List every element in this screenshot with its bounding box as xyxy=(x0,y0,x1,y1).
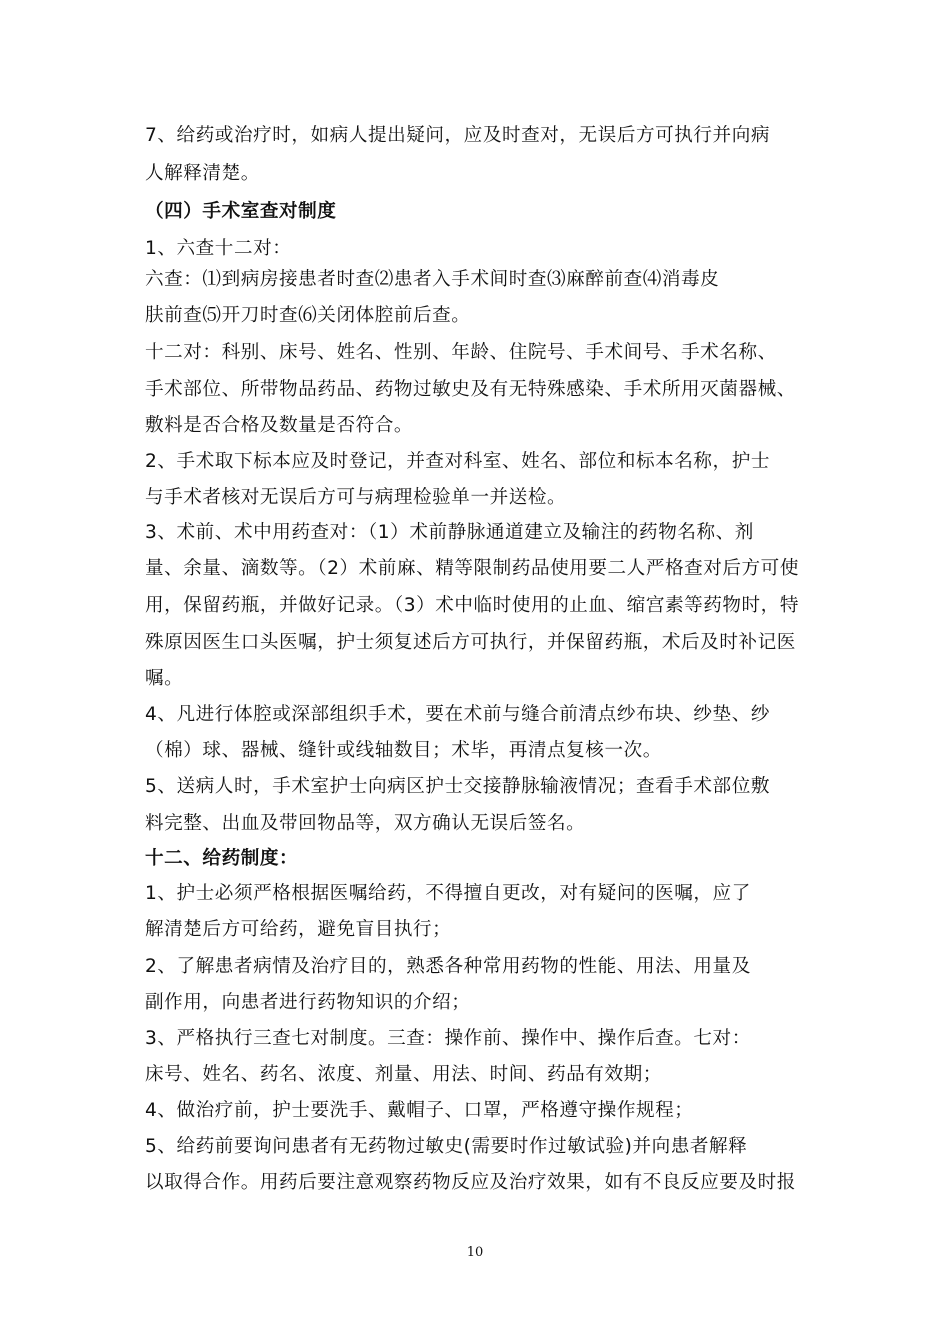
paragraph-line: 4、做治疗前，护士要洗手、戴帽子、口罩，严格遵守操作规程； xyxy=(145,1100,694,1121)
paragraph-line: 十二对：科别、床号、姓名、性别、年龄、住院号、手术间号、手术名称、 xyxy=(145,342,777,363)
paragraph-line: 肤前查⑸开刀时查⑹关闭体腔前后查。 xyxy=(145,305,471,326)
paragraph-line: 4、凡进行体腔或深部组织手术，要在术前与缝合前清点纱布块、纱垫、纱 xyxy=(145,704,770,725)
paragraph-line: 用，保留药瓶，并做好记录。（3）术中临时使用的止血、缩宫素等药物时，特 xyxy=(145,595,799,616)
paragraph-line: 量、余量、滴数等。（2）术前麻、精等限制药品使用要二人严格查对后方可使 xyxy=(145,558,799,579)
section-heading: 十二、给药制度： xyxy=(145,848,299,869)
paragraph-line: 手术部位、所带物品药品、药物过敏史及有无特殊感染、手术所用灭菌器械、 xyxy=(145,379,796,400)
paragraph-line: 3、严格执行三查七对制度。三查：操作前、操作中、操作后查。七对： xyxy=(145,1028,751,1049)
paragraph-line: 解清楚后方可给药，避免盲目执行； xyxy=(145,919,452,940)
paragraph-line: 与手术者核对无误后方可与病理检验单一并送检。 xyxy=(145,487,567,508)
paragraph-line: 嘱。 xyxy=(145,668,184,689)
paragraph-line: 人解释清楚。 xyxy=(145,163,260,184)
paragraph-line: 料完整、出血及带回物品等，双方确认无误后签名。 xyxy=(145,813,586,834)
paragraph-line: 敷料是否合格及数量是否符合。 xyxy=(145,415,414,436)
paragraph-line: 以取得合作。用药后要注意观察药物反应及治疗效果，如有不良反应要及时报 xyxy=(145,1172,796,1193)
paragraph-line: 2、手术取下标本应及时登记，并查对科室、姓名、部位和标本名称，护士 xyxy=(145,451,770,472)
paragraph-line: 六查：⑴到病房接患者时查⑵患者入手术间时查⑶麻醉前查⑷消毒皮 xyxy=(145,269,720,290)
paragraph-line: （棉）球、器械、缝针或线轴数目；术毕，再清点复核一次。 xyxy=(145,740,662,761)
section-heading: （四）手术室查对制度 xyxy=(145,201,337,222)
paragraph-line: 5、给药前要询问患者有无药物过敏史(需要时作过敏试验)并向患者解释 xyxy=(145,1136,748,1157)
paragraph-line: 床号、姓名、药名、浓度、剂量、用法、时间、药品有效期； xyxy=(145,1064,662,1085)
paragraph-line: 2、了解患者病情及治疗目的，熟悉各种常用药物的性能、用法、用量及 xyxy=(145,956,751,977)
paragraph-line: 7、给药或治疗时，如病人提出疑问，应及时查对，无误后方可执行并向病 xyxy=(145,125,770,146)
paragraph-line: 1、护士必须严格根据医嘱给药，不得擅自更改，对有疑问的医嘱，应了 xyxy=(145,883,751,904)
page-number: 10 xyxy=(466,1245,484,1260)
paragraph-line: 1、六查十二对： xyxy=(145,238,292,259)
paragraph-line: 副作用，向患者进行药物知识的介绍； xyxy=(145,992,471,1013)
paragraph-line: 5、送病人时，手术室护士向病区护士交接静脉输液情况；查看手术部位敷 xyxy=(145,776,770,797)
paragraph-line: 3、术前、术中用药查对：（1）术前静脉通道建立及输注的药物名称、剂 xyxy=(145,522,754,543)
paragraph-line: 殊原因医生口头医嘱，护士须复述后方可执行，并保留药瓶，术后及时补记医 xyxy=(145,632,796,653)
